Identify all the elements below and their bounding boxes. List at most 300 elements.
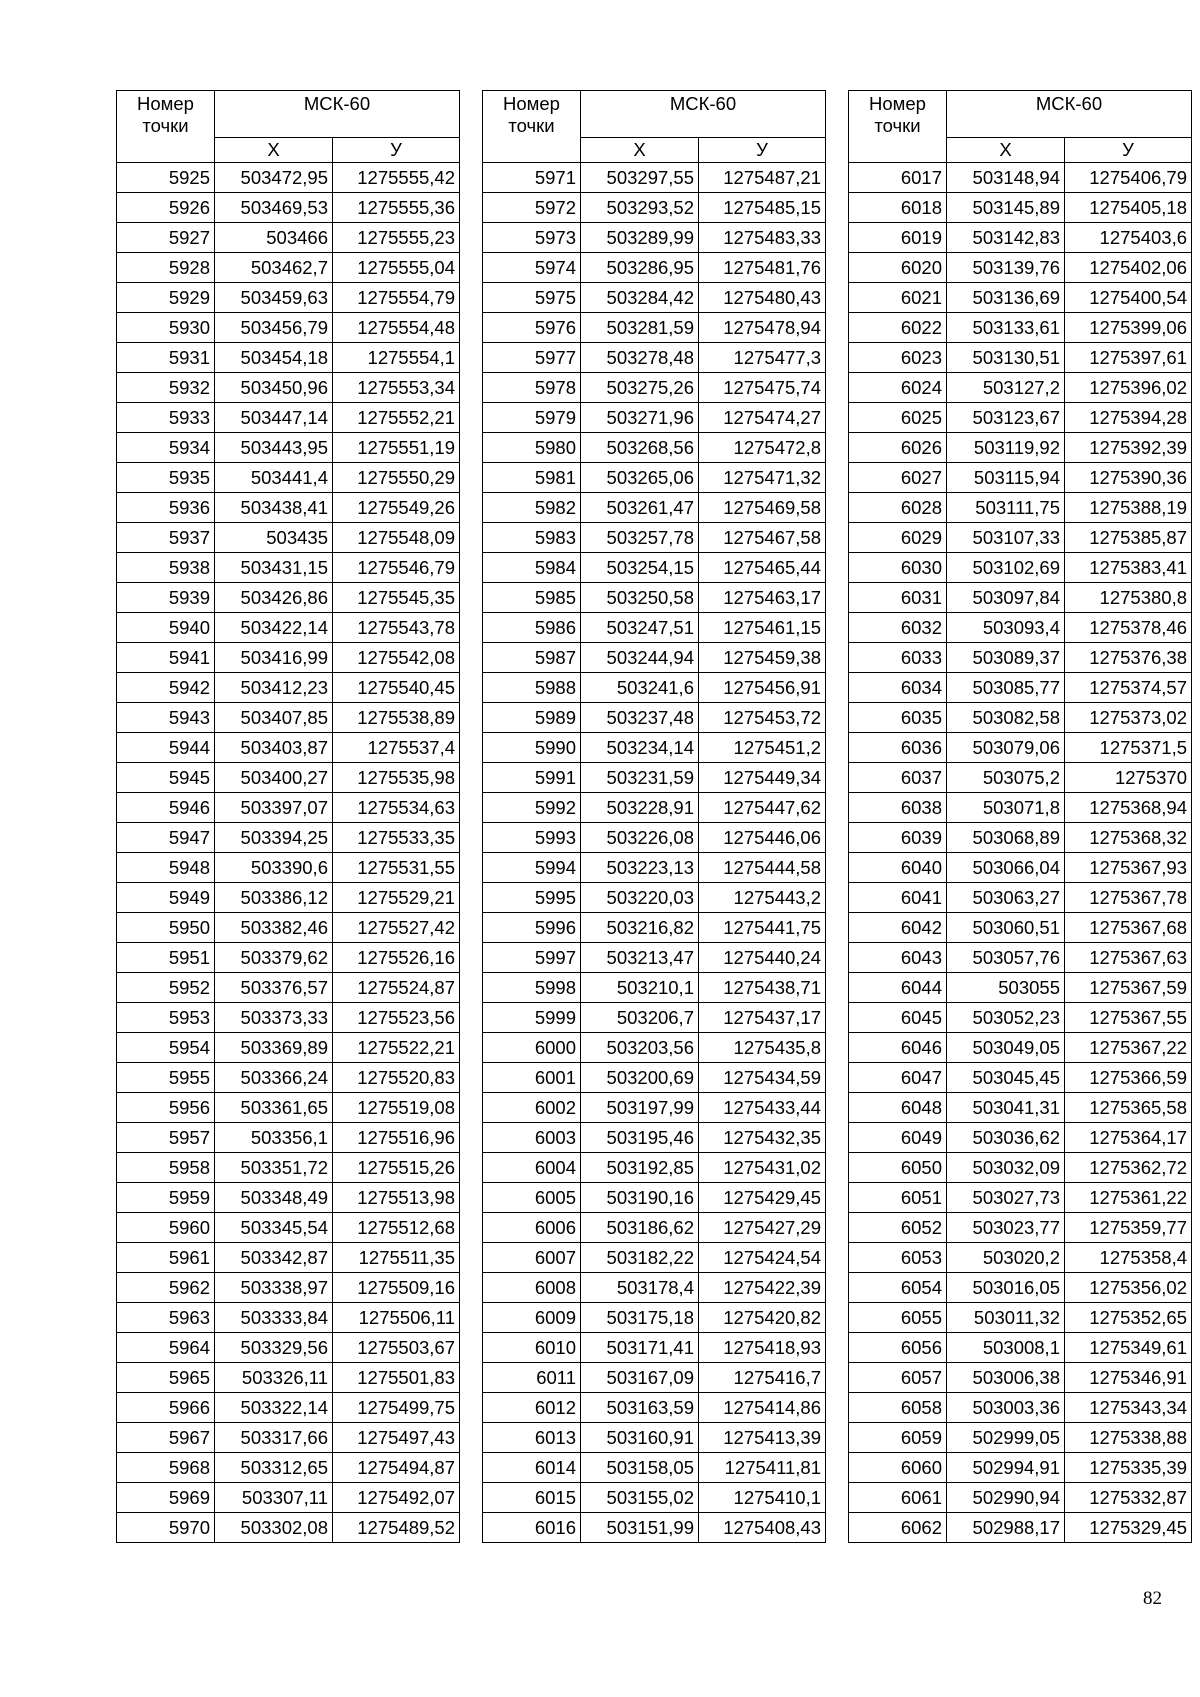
table-row [117,913,460,943]
y-coordinate-cell: 1275361,22 [1065,1183,1192,1213]
y-coordinate-cell: 1275368,32 [1065,823,1192,853]
point-number-cell: 6035 [849,703,947,733]
y-coordinate-cell: 1275406,79 [1065,163,1192,193]
table-row [483,1423,826,1453]
x-coordinate-cell: 503278,48 [581,343,699,373]
table-row [483,283,826,313]
table-row [849,163,1192,193]
x-coordinate-cell: 503293,52 [581,193,699,223]
header-x: Х [215,138,333,163]
table-row [849,583,1192,613]
table-row [849,1213,1192,1243]
point-number-cell: 6028 [849,493,947,523]
y-coordinate-cell: 1275376,38 [1065,643,1192,673]
x-coordinate-cell: 503220,03 [581,883,699,913]
x-coordinate-cell: 503356,1 [215,1123,333,1153]
point-number-cell: 6019 [849,223,947,253]
y-coordinate-cell: 1275477,3 [699,343,826,373]
y-coordinate-cell: 1275383,41 [1065,553,1192,583]
y-coordinate-cell: 1275367,63 [1065,943,1192,973]
x-coordinate-cell: 503085,77 [947,673,1065,703]
header-coordinate-system: МСК-60 [581,91,826,138]
table-row [483,1303,826,1333]
x-coordinate-cell: 503390,6 [215,853,333,883]
x-coordinate-cell: 503351,72 [215,1153,333,1183]
table-row [849,1483,1192,1513]
y-coordinate-cell: 1275511,35 [333,1243,460,1273]
y-coordinate-cell: 1275519,08 [333,1093,460,1123]
point-number-cell: 5992 [483,793,581,823]
table-row [849,1153,1192,1183]
y-coordinate-cell: 1275489,52 [333,1513,460,1543]
point-number-cell: 6022 [849,313,947,343]
x-coordinate-cell: 502994,91 [947,1453,1065,1483]
table-row [117,1243,460,1273]
x-coordinate-cell: 503416,99 [215,643,333,673]
y-coordinate-cell: 1275396,02 [1065,373,1192,403]
table-row [483,1243,826,1273]
y-coordinate-cell: 1275408,43 [699,1513,826,1543]
y-coordinate-cell: 1275555,23 [333,223,460,253]
x-coordinate-cell: 503195,46 [581,1123,699,1153]
y-coordinate-cell: 1275481,76 [699,253,826,283]
x-coordinate-cell: 503234,14 [581,733,699,763]
header-x: Х [947,138,1065,163]
y-coordinate-cell: 1275380,8 [1065,583,1192,613]
x-coordinate-cell: 503431,15 [215,553,333,583]
table-row [117,883,460,913]
point-number-cell: 5974 [483,253,581,283]
point-number-cell: 5934 [117,433,215,463]
x-coordinate-cell: 503322,14 [215,1393,333,1423]
point-number-cell: 5956 [117,1093,215,1123]
table-row [483,1453,826,1483]
y-coordinate-cell: 1275374,57 [1065,673,1192,703]
point-number-cell: 5936 [117,493,215,523]
table-row [849,523,1192,553]
y-coordinate-cell: 1275534,63 [333,793,460,823]
table-row [117,673,460,703]
table-row [849,343,1192,373]
point-number-cell: 5952 [117,973,215,1003]
point-number-cell: 5977 [483,343,581,373]
x-coordinate-cell: 503361,65 [215,1093,333,1123]
x-coordinate-cell: 503226,08 [581,823,699,853]
table-row [483,913,826,943]
point-number-cell: 5989 [483,703,581,733]
y-coordinate-cell: 1275365,58 [1065,1093,1192,1123]
y-coordinate-cell: 1275434,59 [699,1063,826,1093]
y-coordinate-cell: 1275447,62 [699,793,826,823]
y-coordinate-cell: 1275364,17 [1065,1123,1192,1153]
table-row [483,313,826,343]
y-coordinate-cell: 1275453,72 [699,703,826,733]
x-coordinate-cell: 503397,07 [215,793,333,823]
y-coordinate-cell: 1275438,71 [699,973,826,1003]
x-coordinate-cell: 503139,76 [947,253,1065,283]
x-coordinate-cell: 503312,65 [215,1453,333,1483]
point-number-cell: 5965 [117,1363,215,1393]
point-number-cell: 5984 [483,553,581,583]
point-number-cell: 6032 [849,613,947,643]
point-number-cell: 6054 [849,1273,947,1303]
x-coordinate-cell: 503407,85 [215,703,333,733]
point-number-cell: 5935 [117,463,215,493]
y-coordinate-cell: 1275338,88 [1065,1423,1192,1453]
table-row [117,283,460,313]
table-row [117,1393,460,1423]
x-coordinate-cell: 503041,31 [947,1093,1065,1123]
point-number-cell: 5938 [117,553,215,583]
table-row [117,823,460,853]
table-row [849,1063,1192,1093]
y-coordinate-cell: 1275329,45 [1065,1513,1192,1543]
y-coordinate-cell: 1275413,39 [699,1423,826,1453]
x-coordinate-cell: 503400,27 [215,763,333,793]
table-row [483,193,826,223]
x-coordinate-cell: 503082,58 [947,703,1065,733]
y-coordinate-cell: 1275352,65 [1065,1303,1192,1333]
page-number: 82 [1143,1588,1162,1609]
x-coordinate-cell: 503027,73 [947,1183,1065,1213]
x-coordinate-cell: 502988,17 [947,1513,1065,1543]
table-row [483,793,826,823]
y-coordinate-cell: 1275540,45 [333,673,460,703]
table-row [849,193,1192,223]
x-coordinate-cell: 503231,59 [581,763,699,793]
x-coordinate-cell: 503450,96 [215,373,333,403]
table-row [483,373,826,403]
y-coordinate-cell: 1275485,15 [699,193,826,223]
header-coordinate-system: МСК-60 [947,91,1192,138]
point-number-cell: 5943 [117,703,215,733]
x-coordinate-cell: 503456,79 [215,313,333,343]
point-number-cell: 5962 [117,1273,215,1303]
table-row [117,343,460,373]
x-coordinate-cell: 503130,51 [947,343,1065,373]
x-coordinate-cell: 503032,09 [947,1153,1065,1183]
x-coordinate-cell: 503182,22 [581,1243,699,1273]
x-coordinate-cell: 503333,84 [215,1303,333,1333]
point-number-cell: 5964 [117,1333,215,1363]
table-row [849,1183,1192,1213]
point-number-cell: 6011 [483,1363,581,1393]
y-coordinate-cell: 1275446,06 [699,823,826,853]
header-y: У [699,138,826,163]
y-coordinate-cell: 1275416,7 [699,1363,826,1393]
table-row [849,823,1192,853]
y-coordinate-cell: 1275444,58 [699,853,826,883]
table-row [483,943,826,973]
y-coordinate-cell: 1275378,46 [1065,613,1192,643]
table-row [849,673,1192,703]
table-row [849,373,1192,403]
y-coordinate-cell: 1275494,87 [333,1453,460,1483]
table-row [117,1063,460,1093]
point-number-cell: 5985 [483,583,581,613]
y-coordinate-cell: 1275385,87 [1065,523,1192,553]
table-row [117,1333,460,1363]
header-y: У [1065,138,1192,163]
y-coordinate-cell: 1275535,98 [333,763,460,793]
y-coordinate-cell: 1275394,28 [1065,403,1192,433]
point-number-cell: 5987 [483,643,581,673]
y-coordinate-cell: 1275492,07 [333,1483,460,1513]
x-coordinate-cell: 503119,92 [947,433,1065,463]
point-number-cell: 6027 [849,463,947,493]
y-coordinate-cell: 1275373,02 [1065,703,1192,733]
table-row [483,1063,826,1093]
point-number-cell: 5937 [117,523,215,553]
x-coordinate-cell: 503093,4 [947,613,1065,643]
table-row [483,433,826,463]
x-coordinate-cell: 503394,25 [215,823,333,853]
table-row [849,1273,1192,1303]
y-coordinate-cell: 1275411,81 [699,1453,826,1483]
x-coordinate-cell: 503459,63 [215,283,333,313]
x-coordinate-cell: 503008,1 [947,1333,1065,1363]
table-row [483,1513,826,1543]
point-number-cell: 5926 [117,193,215,223]
x-coordinate-cell: 503197,99 [581,1093,699,1123]
point-number-cell: 6042 [849,913,947,943]
x-coordinate-cell: 503275,26 [581,373,699,403]
y-coordinate-cell: 1275410,1 [699,1483,826,1513]
table-row [117,1093,460,1123]
x-coordinate-cell: 503071,8 [947,793,1065,823]
table-row [483,493,826,523]
table-row [117,1183,460,1213]
point-number-cell: 5951 [117,943,215,973]
table-row [849,883,1192,913]
x-coordinate-cell: 503127,2 [947,373,1065,403]
table-row [849,463,1192,493]
table-row [483,1363,826,1393]
x-coordinate-cell: 503178,4 [581,1273,699,1303]
point-number-cell: 6033 [849,643,947,673]
table-row [483,763,826,793]
x-coordinate-cell: 503213,47 [581,943,699,973]
point-number-cell: 5955 [117,1063,215,1093]
x-coordinate-cell: 503244,94 [581,643,699,673]
y-coordinate-cell: 1275427,29 [699,1213,826,1243]
point-number-cell: 6047 [849,1063,947,1093]
y-coordinate-cell: 1275529,21 [333,883,460,913]
point-number-cell: 6007 [483,1243,581,1273]
y-coordinate-cell: 1275356,02 [1065,1273,1192,1303]
point-number-cell: 6045 [849,1003,947,1033]
y-coordinate-cell: 1275543,78 [333,613,460,643]
x-coordinate-cell: 503307,11 [215,1483,333,1513]
point-number-cell: 6041 [849,883,947,913]
point-number-cell: 5948 [117,853,215,883]
table-row [483,163,826,193]
point-number-cell: 5991 [483,763,581,793]
coordinate-table-2 [482,90,826,1543]
x-coordinate-cell: 503472,95 [215,163,333,193]
x-coordinate-cell: 503297,55 [581,163,699,193]
y-coordinate-cell: 1275335,39 [1065,1453,1192,1483]
point-number-cell: 5998 [483,973,581,1003]
point-number-cell: 6010 [483,1333,581,1363]
x-coordinate-cell: 503160,91 [581,1423,699,1453]
point-number-cell: 6013 [483,1423,581,1453]
x-coordinate-cell: 503190,16 [581,1183,699,1213]
point-number-cell: 6014 [483,1453,581,1483]
table-row [849,253,1192,283]
y-coordinate-cell: 1275509,16 [333,1273,460,1303]
x-coordinate-cell: 503284,42 [581,283,699,313]
y-coordinate-cell: 1275483,33 [699,223,826,253]
x-coordinate-cell: 503435 [215,523,333,553]
y-coordinate-cell: 1275538,89 [333,703,460,733]
table-row [849,733,1192,763]
table-row [117,1123,460,1153]
y-coordinate-cell: 1275367,68 [1065,913,1192,943]
x-coordinate-cell: 503097,84 [947,583,1065,613]
table-row [117,733,460,763]
point-number-cell: 6044 [849,973,947,1003]
point-number-cell: 5949 [117,883,215,913]
y-coordinate-cell: 1275471,32 [699,463,826,493]
y-coordinate-cell: 1275431,02 [699,1153,826,1183]
point-number-cell: 5925 [117,163,215,193]
x-coordinate-cell: 503066,04 [947,853,1065,883]
point-number-cell: 6053 [849,1243,947,1273]
table-row [483,553,826,583]
y-coordinate-cell: 1275414,86 [699,1393,826,1423]
y-coordinate-cell: 1275405,18 [1065,193,1192,223]
x-coordinate-cell: 503016,05 [947,1273,1065,1303]
table-row [117,253,460,283]
table-row [117,553,460,583]
x-coordinate-cell: 503045,45 [947,1063,1065,1093]
table-row [117,493,460,523]
point-number-cell: 6038 [849,793,947,823]
point-number-cell: 5976 [483,313,581,343]
point-number-cell: 6005 [483,1183,581,1213]
table-row [483,343,826,373]
x-coordinate-cell: 503052,23 [947,1003,1065,1033]
table-row [483,613,826,643]
table-row [483,1123,826,1153]
y-coordinate-cell: 1275506,11 [333,1303,460,1333]
table-row [483,523,826,553]
table-row [849,613,1192,643]
x-coordinate-cell: 503060,51 [947,913,1065,943]
point-number-cell: 6058 [849,1393,947,1423]
table-row [483,1003,826,1033]
y-coordinate-cell: 1275526,16 [333,943,460,973]
x-coordinate-cell: 503210,1 [581,973,699,1003]
point-number-cell: 6039 [849,823,947,853]
point-number-cell: 6000 [483,1033,581,1063]
x-coordinate-cell: 503145,89 [947,193,1065,223]
y-coordinate-cell: 1275362,72 [1065,1153,1192,1183]
point-number-cell: 6030 [849,553,947,583]
y-coordinate-cell: 1275465,44 [699,553,826,583]
point-number-cell: 5979 [483,403,581,433]
x-coordinate-cell: 503366,24 [215,1063,333,1093]
table-row [483,1213,826,1243]
point-number-cell: 6055 [849,1303,947,1333]
point-number-cell: 5973 [483,223,581,253]
x-coordinate-cell: 503200,69 [581,1063,699,1093]
point-number-cell: 6004 [483,1153,581,1183]
point-number-cell: 6034 [849,673,947,703]
y-coordinate-cell: 1275555,42 [333,163,460,193]
x-coordinate-cell: 503286,95 [581,253,699,283]
point-number-cell: 6059 [849,1423,947,1453]
y-coordinate-cell: 1275440,24 [699,943,826,973]
table-row [117,1153,460,1183]
point-number-cell: 5997 [483,943,581,973]
table-row [483,1393,826,1423]
table-row [483,733,826,763]
x-coordinate-cell: 503203,56 [581,1033,699,1063]
table-row [117,1513,460,1543]
table-row [483,223,826,253]
table-row [849,973,1192,1003]
point-number-cell: 6052 [849,1213,947,1243]
header-y: У [333,138,460,163]
y-coordinate-cell: 1275403,6 [1065,223,1192,253]
x-coordinate-cell: 502990,94 [947,1483,1065,1513]
point-number-cell: 5939 [117,583,215,613]
table-row [483,1273,826,1303]
x-coordinate-cell: 503466 [215,223,333,253]
point-number-cell: 6043 [849,943,947,973]
point-number-cell: 5927 [117,223,215,253]
y-coordinate-cell: 1275461,15 [699,613,826,643]
y-coordinate-cell: 1275367,59 [1065,973,1192,1003]
x-coordinate-cell: 503271,96 [581,403,699,433]
x-coordinate-cell: 503379,62 [215,943,333,973]
y-coordinate-cell: 1275358,4 [1065,1243,1192,1273]
point-number-cell: 6018 [849,193,947,223]
table-row [117,313,460,343]
x-coordinate-cell: 503115,94 [947,463,1065,493]
x-coordinate-cell: 503268,56 [581,433,699,463]
y-coordinate-cell: 1275366,59 [1065,1063,1192,1093]
x-coordinate-cell: 503317,66 [215,1423,333,1453]
table-row [117,583,460,613]
x-coordinate-cell: 503107,33 [947,523,1065,553]
table-row [483,853,826,883]
table-row [483,673,826,703]
x-coordinate-cell: 503338,97 [215,1273,333,1303]
table-row [849,1303,1192,1333]
y-coordinate-cell: 1275402,06 [1065,253,1192,283]
point-number-cell: 5930 [117,313,215,343]
x-coordinate-cell: 503386,12 [215,883,333,913]
table-row [117,1003,460,1033]
point-number-cell: 6046 [849,1033,947,1063]
point-number-cell: 5954 [117,1033,215,1063]
point-number-cell: 6051 [849,1183,947,1213]
point-number-cell: 6057 [849,1363,947,1393]
y-coordinate-cell: 1275474,27 [699,403,826,433]
x-coordinate-cell: 503155,02 [581,1483,699,1513]
point-number-cell: 6049 [849,1123,947,1153]
point-number-cell: 6029 [849,523,947,553]
table-row [849,793,1192,823]
x-coordinate-cell: 503148,94 [947,163,1065,193]
coordinate-table-3 [848,90,1192,1543]
y-coordinate-cell: 1275515,26 [333,1153,460,1183]
point-number-cell: 5986 [483,613,581,643]
table-row [849,553,1192,583]
